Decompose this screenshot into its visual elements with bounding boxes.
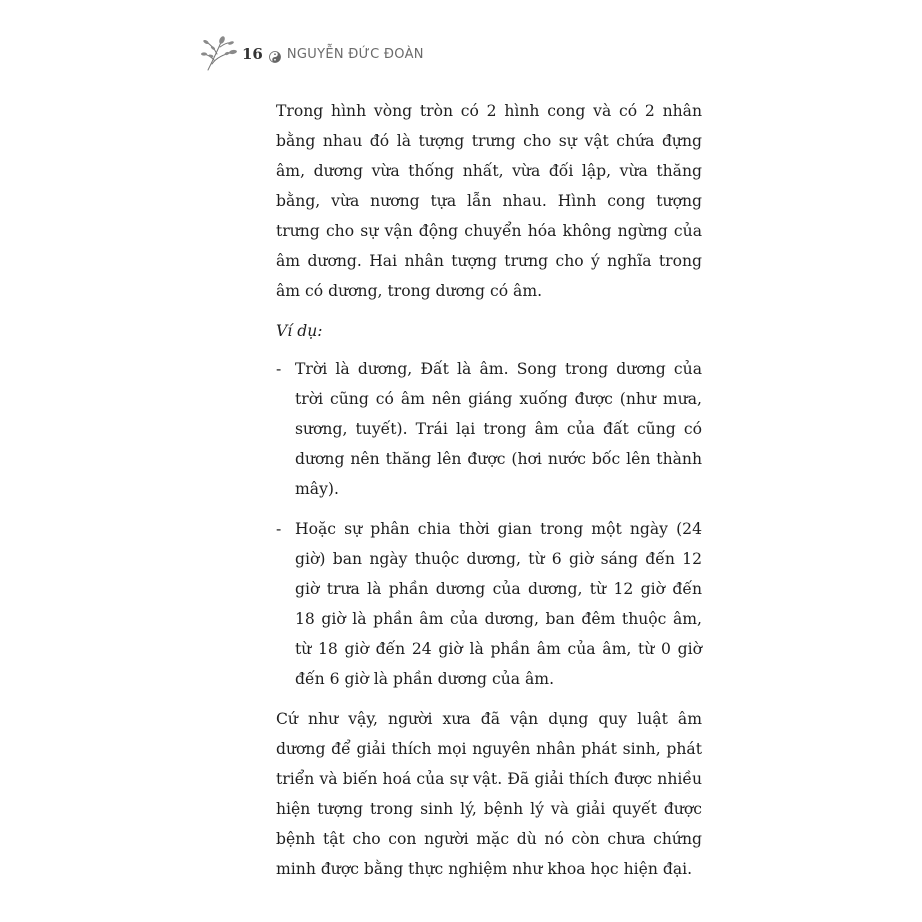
- page-body: [276, 96, 702, 884]
- example-label: Ví dụ:: [276, 322, 323, 340]
- paragraph-intro: Trong hình vòng tròn có 2 hình cong và có 2 nhân bằng nhau đó là tượng trưng cho sự vật chứa đựng âm, dương vừa thống nhất, vừa đối lập, vừa thăng bằng, vừa nương tựa lẫn nhau. Hình cong tượng trưng cho sự vận động chuyển hóa không ngừng của âm dương. Hai nhân tượng trưng cho ý nghĩa trong âm có dương, trong dương có âm.: [276, 102, 702, 300]
- author-name: NGUYỄN ĐỨC ĐOÀN: [286, 46, 424, 62]
- page-header: [200, 34, 424, 74]
- example-list: [276, 354, 702, 694]
- page-number: 16: [242, 45, 263, 63]
- paragraph-conclusion: Cứ như vậy, người xưa đã vận dụng quy luật âm dương để giải thích mọi nguyên nhân phát sinh, phát triển và biến hoá của sự vật. Đã giải thích được nhiều hiện tượng trong sinh lý, bệnh lý và giải quyết được bệnh tật cho con người mặc dù nó còn chưa chứng minh được bằng thực nghiệm như khoa học hiện đại.: [276, 710, 702, 878]
- list-item-text: Trời là dương, Đất là âm. Song trong dương của trời cũng có âm nên giáng xuống được (như mưa, sương, tuyết). Trái lại trong âm của đất cũng có dương nên thăng lên được (hơi nước bốc lên thành mây).: [295, 360, 702, 498]
- herb-sprig-icon: [200, 34, 240, 74]
- list-item-text: Hoặc sự phân chia thời gian trong một ngày (24 giờ) ban ngày thuộc dương, từ 6 giờ sáng đến 12 giờ trưa là phần dương của dương, từ 12 giờ đến 18 giờ là phần âm của dương, ban đêm thuộc âm, từ 18 giờ đến 24 giờ là phần âm của âm, từ 0 giờ đến 6 giờ là phần dương của âm.: [295, 520, 702, 688]
- yin-yang-icon: [269, 48, 281, 60]
- bullet-dash: -: [276, 360, 282, 378]
- list-item: [276, 514, 702, 694]
- bullet-dash: -: [276, 520, 282, 538]
- list-item: [276, 354, 702, 504]
